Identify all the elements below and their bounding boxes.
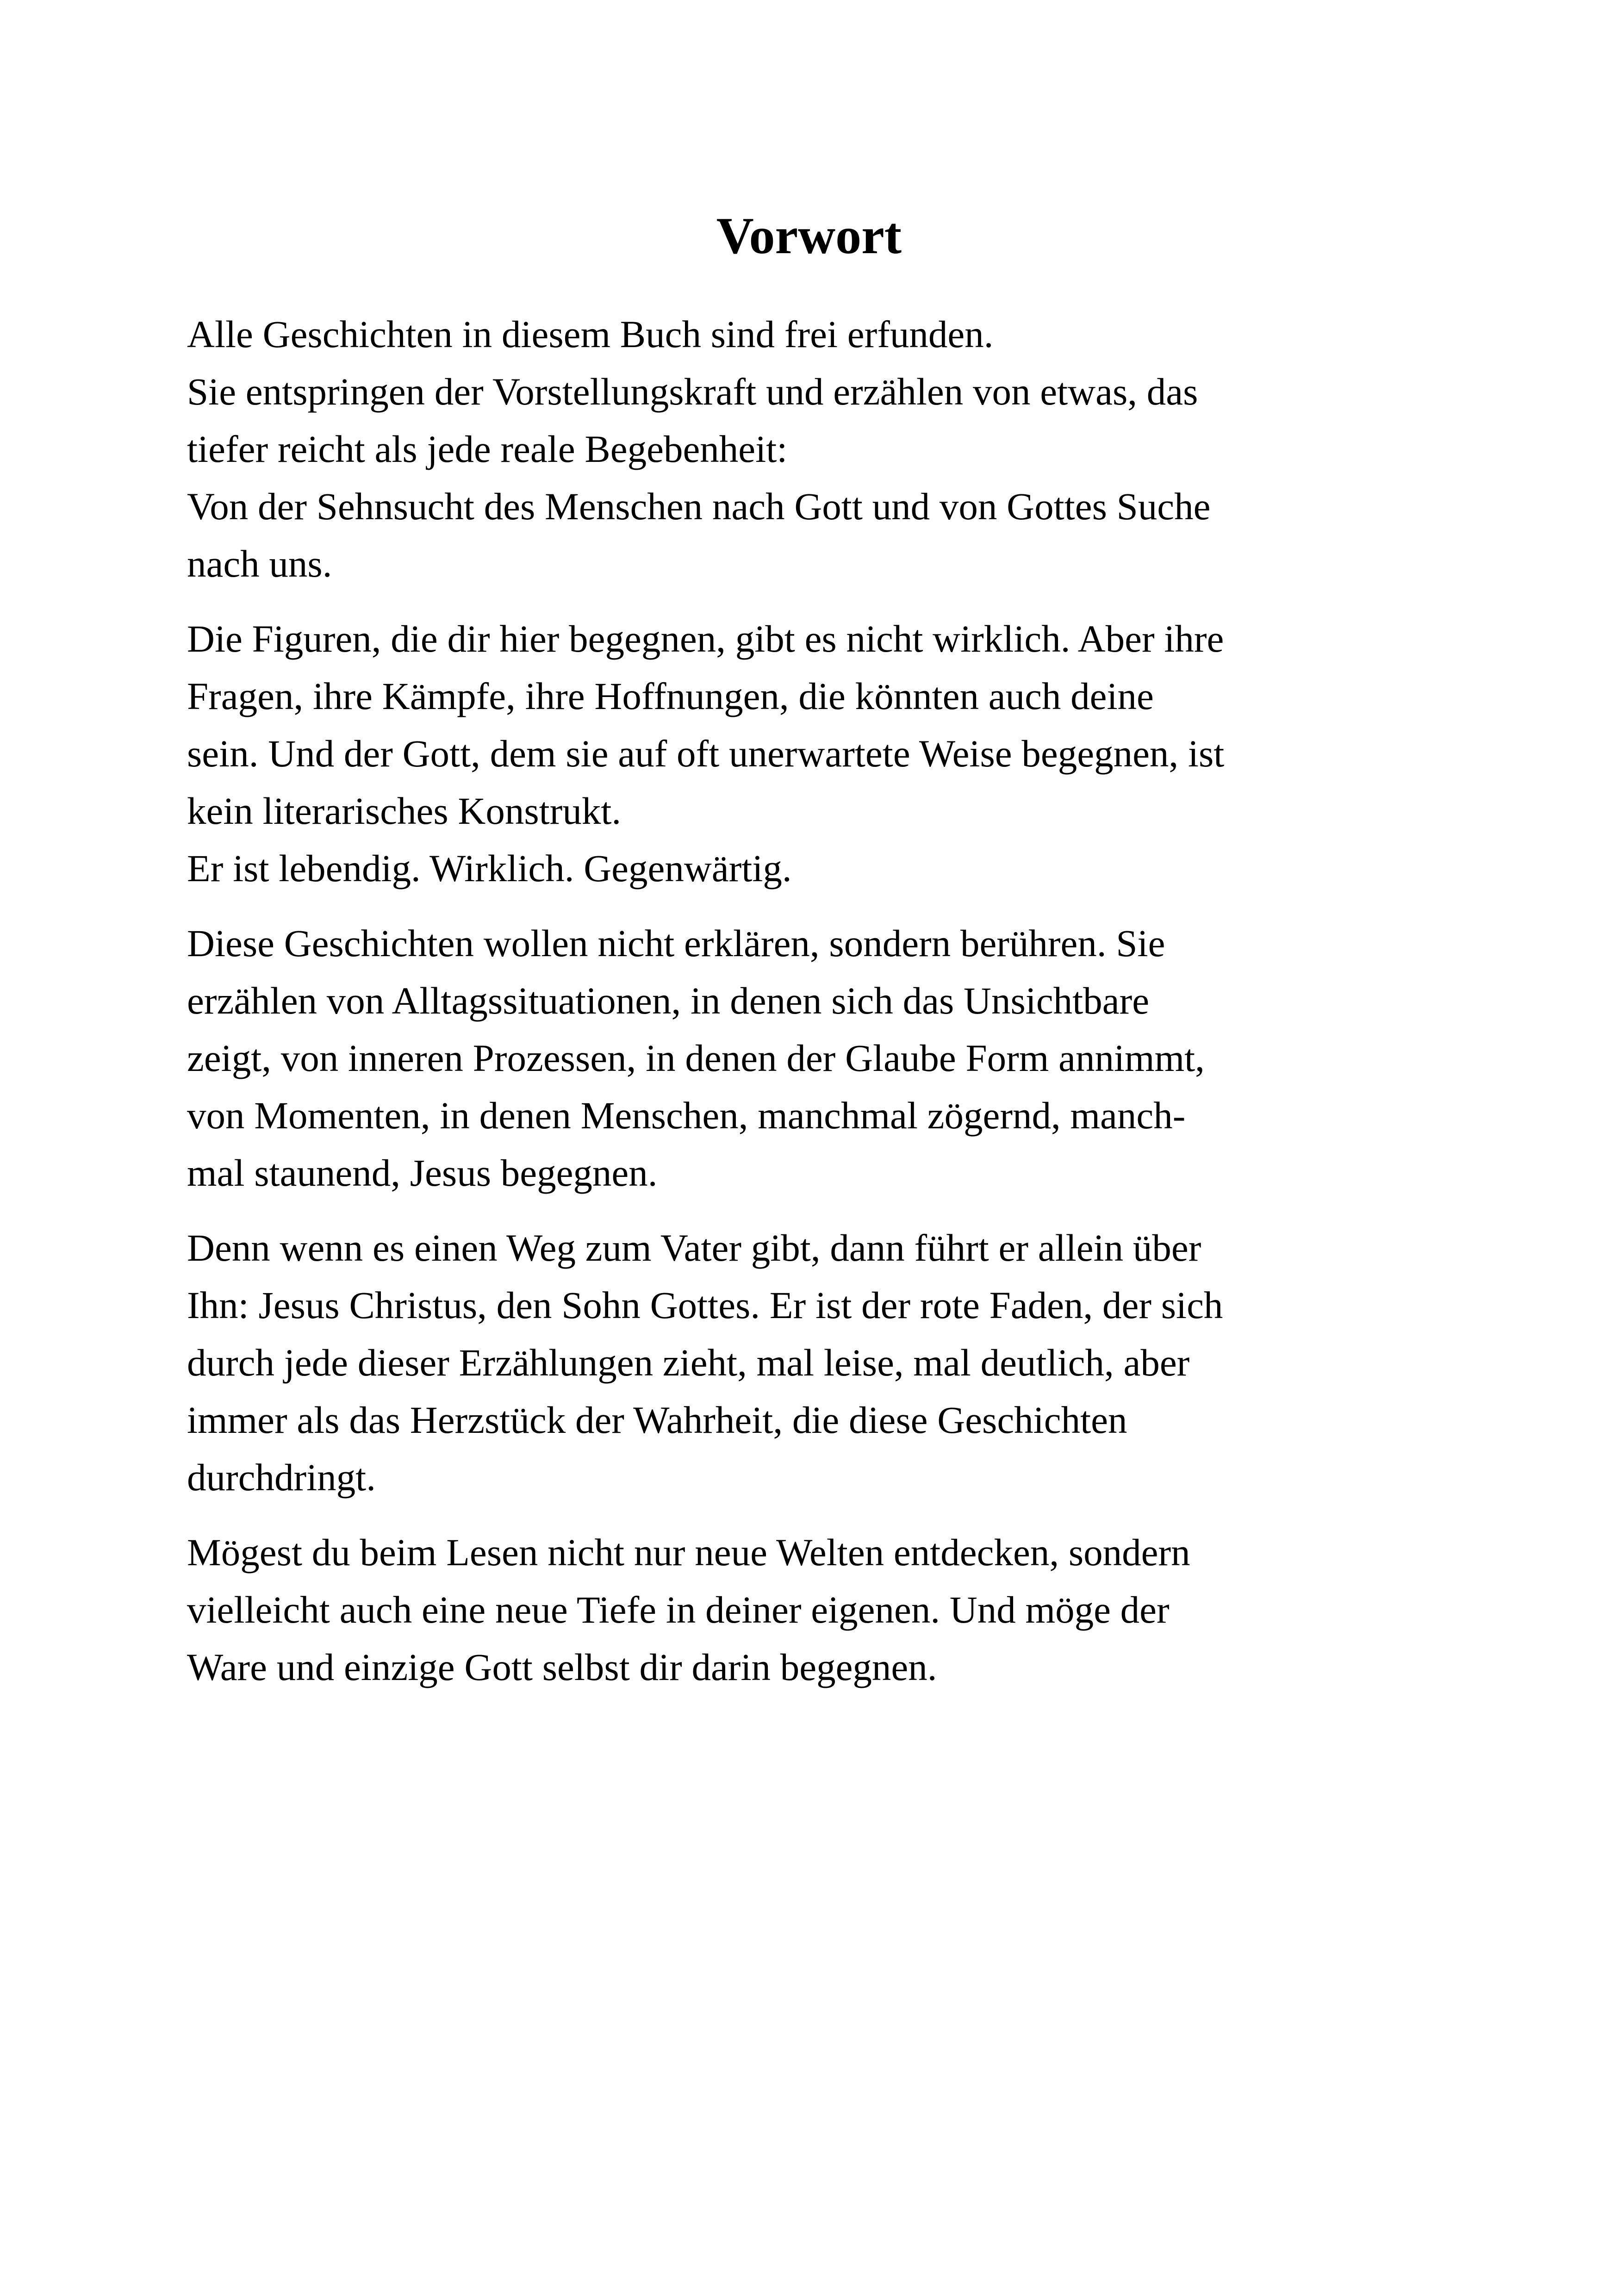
- text-line: Er ist lebendig. Wirklich. Gegenwärtig.: [187, 847, 792, 890]
- paragraph-2: [187, 610, 1464, 897]
- paragraph-3: [187, 915, 1464, 1201]
- text-line: Von der Sehnsucht des Menschen nach Gott und von Gottes Suche: [187, 485, 1211, 528]
- text-line: Ware und einzige Gott selbst dir darin begegnen.: [187, 1646, 937, 1688]
- text-line: durch jede dieser Erzählungen zieht, mal leise, mal deutlich, aber: [187, 1341, 1190, 1384]
- text-line: immer als das Herzstück der Wahrheit, die diese Geschichten: [187, 1399, 1127, 1441]
- text-line: Alle Geschichten in diesem Buch sind frei erfunden.: [187, 313, 994, 355]
- text-line: tiefer reicht als jede reale Begebenheit:: [187, 428, 788, 470]
- text-line: Ihn: Jesus Christus, den Sohn Gottes. Er ist der rote Faden, der sich: [187, 1284, 1223, 1326]
- text-line: Die Figuren, die dir hier begegnen, gibt es nicht wirklich. Aber ihre: [187, 617, 1224, 660]
- paragraph-4: [187, 1219, 1464, 1506]
- text-line: Denn wenn es einen Weg zum Vater gibt, dann führt er allein über: [187, 1226, 1201, 1269]
- text-line: sein. Und der Gott, dem sie auf oft unerwartete Weise begegnen, ist: [187, 732, 1225, 775]
- paragraph-1: [187, 305, 1464, 592]
- text-line: Mögest du beim Lesen nicht nur neue Welten entdecken, sondern: [187, 1531, 1190, 1574]
- paragraph-5: [187, 1524, 1464, 1696]
- text-line: mal staunend, Jesus begegnen.: [187, 1151, 658, 1194]
- text-line: Diese Geschichten wollen nicht erklären, sondern berühren. Sie: [187, 922, 1165, 964]
- text-line: zeigt, von inneren Prozessen, in denen der Glaube Form annimmt,: [187, 1037, 1205, 1079]
- body-text: [187, 305, 1464, 1713]
- text-line: kein literarisches Konstrukt.: [187, 790, 622, 832]
- text-line: durchdringt.: [187, 1456, 376, 1499]
- text-line: vielleicht auch eine neue Tiefe in deiner eigenen. Und möge der: [187, 1588, 1170, 1631]
- text-line: nach uns.: [187, 542, 332, 585]
- page-title: Vorwort: [716, 207, 902, 265]
- text-line: Fragen, ihre Kämpfe, ihre Hoffnungen, die könnten auch deine: [187, 675, 1154, 717]
- text-line: erzählen von Alltagssituationen, in denen sich das Unsichtbare: [187, 979, 1150, 1022]
- text-line: von Momenten, in denen Menschen, manchmal zögernd, manch-: [187, 1094, 1186, 1137]
- text-line: Sie entspringen der Vorstellungskraft und erzählen von etwas, das: [187, 370, 1198, 413]
